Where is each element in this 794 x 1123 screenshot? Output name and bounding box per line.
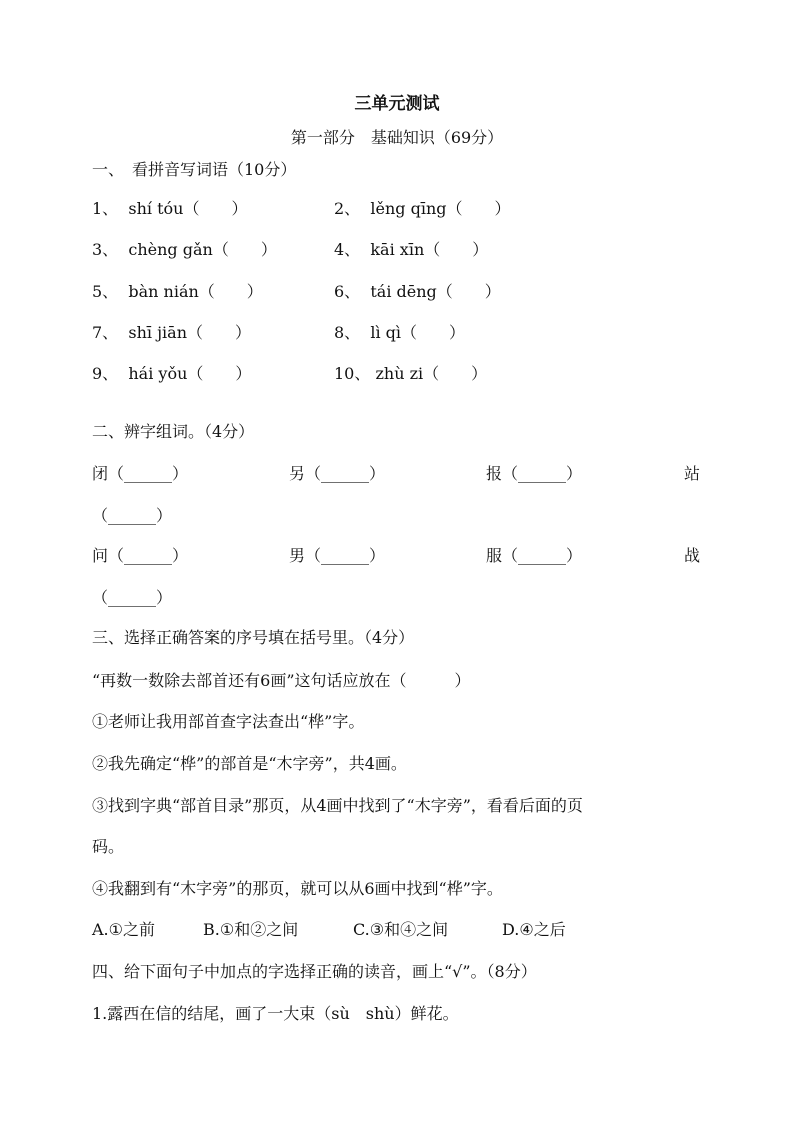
word-blank-8: （______） — [92, 588, 173, 607]
pinyin-item-1 — [92, 199, 247, 219]
page-title: 三单元测试 — [354, 94, 440, 114]
pinyin-item-6 — [334, 282, 501, 302]
pinyin-text: lì qì（ ） — [370, 323, 466, 342]
word-blank-2: 另（______） — [289, 464, 386, 483]
section3-heading: 三、选择正确答案的序号填在括号里。（4分） — [92, 628, 415, 647]
section2-heading: 二、辨字组词。（4分） — [92, 422, 255, 441]
word-char-8: 战 — [684, 546, 701, 565]
word-blank-6: 男（______） — [289, 546, 386, 565]
pinyin-text: bàn nián（ ） — [128, 282, 263, 301]
pinyin-item-10 — [334, 364, 487, 384]
pinyin-item-9 — [92, 364, 251, 384]
item-number: 8、 — [334, 323, 361, 342]
pinyin-item-7 — [92, 323, 251, 343]
item-number: 5、 — [92, 282, 119, 301]
pinyin-text: hái yǒu（ ） — [128, 364, 252, 383]
option-d: D.④之后 — [502, 920, 566, 939]
pinyin-text: tái dēng（ ） — [370, 282, 501, 301]
word-char-4: 站 — [684, 464, 701, 483]
word-blank-4: （______） — [92, 506, 173, 525]
option-c: C.③和④之间 — [353, 920, 449, 939]
step-4: ④我翻到有“木字旁”的那页，就可以从6画中找到“桦”字。 — [92, 879, 503, 898]
part-subtitle: 第一部分 基础知识（69分） — [290, 128, 504, 147]
item-number: 6、 — [334, 282, 361, 301]
section3-question: “再数一数除去部首还有6画”这句话应放在（ ） — [92, 671, 471, 690]
section4-question-1: 1.露西在信的结尾，画了一大束（sù shù）鲜花。 — [92, 1004, 459, 1023]
step-2: ②我先确定“桦”的部首是“木字旁”，共4画。 — [92, 754, 407, 773]
item-number: 4、 — [334, 240, 361, 259]
pinyin-item-4 — [334, 240, 488, 260]
option-b: B.①和②之间 — [203, 920, 299, 939]
item-number: 9、 — [92, 364, 119, 383]
pinyin-text: zhù zi（ ） — [375, 364, 488, 383]
option-a: A.①之前 — [92, 920, 155, 939]
word-blank-7: 服（______） — [486, 546, 583, 565]
step-3-line1: ③找到字典“部首目录”那页，从4画中找到了“木字旁”，看看后面的页 — [92, 796, 583, 815]
pinyin-text: chèng gǎn（ ） — [128, 240, 277, 259]
pinyin-text: lěng qīng（ ） — [370, 199, 511, 218]
step-3-line2: 码。 — [92, 837, 125, 856]
pinyin-text: shí tóu（ ） — [128, 199, 248, 218]
section4-heading: 四、给下面句子中加点的字选择正确的读音，画上“√”。（8分） — [92, 962, 537, 981]
step-1: ①老师让我用部首查字法查出“桦”字。 — [92, 712, 365, 731]
item-number: 7、 — [92, 323, 119, 342]
pinyin-text: kāi xīn（ ） — [370, 240, 489, 259]
pinyin-item-2 — [334, 199, 511, 219]
pinyin-item-3 — [92, 240, 277, 260]
pinyin-item-5 — [92, 282, 263, 302]
word-blank-1: 闭（______） — [92, 464, 189, 483]
section1-heading: 一、 看拼音写词语（10分） — [92, 160, 297, 179]
item-number: 2、 — [334, 199, 361, 218]
word-blank-3: 报（______） — [486, 464, 583, 483]
item-number: 3、 — [92, 240, 119, 259]
pinyin-text: shī jiān（ ） — [128, 323, 252, 342]
item-number: 1、 — [92, 199, 119, 218]
item-number: 10、 — [334, 364, 371, 383]
word-blank-5: 问（______） — [92, 546, 189, 565]
pinyin-item-8 — [334, 323, 465, 343]
